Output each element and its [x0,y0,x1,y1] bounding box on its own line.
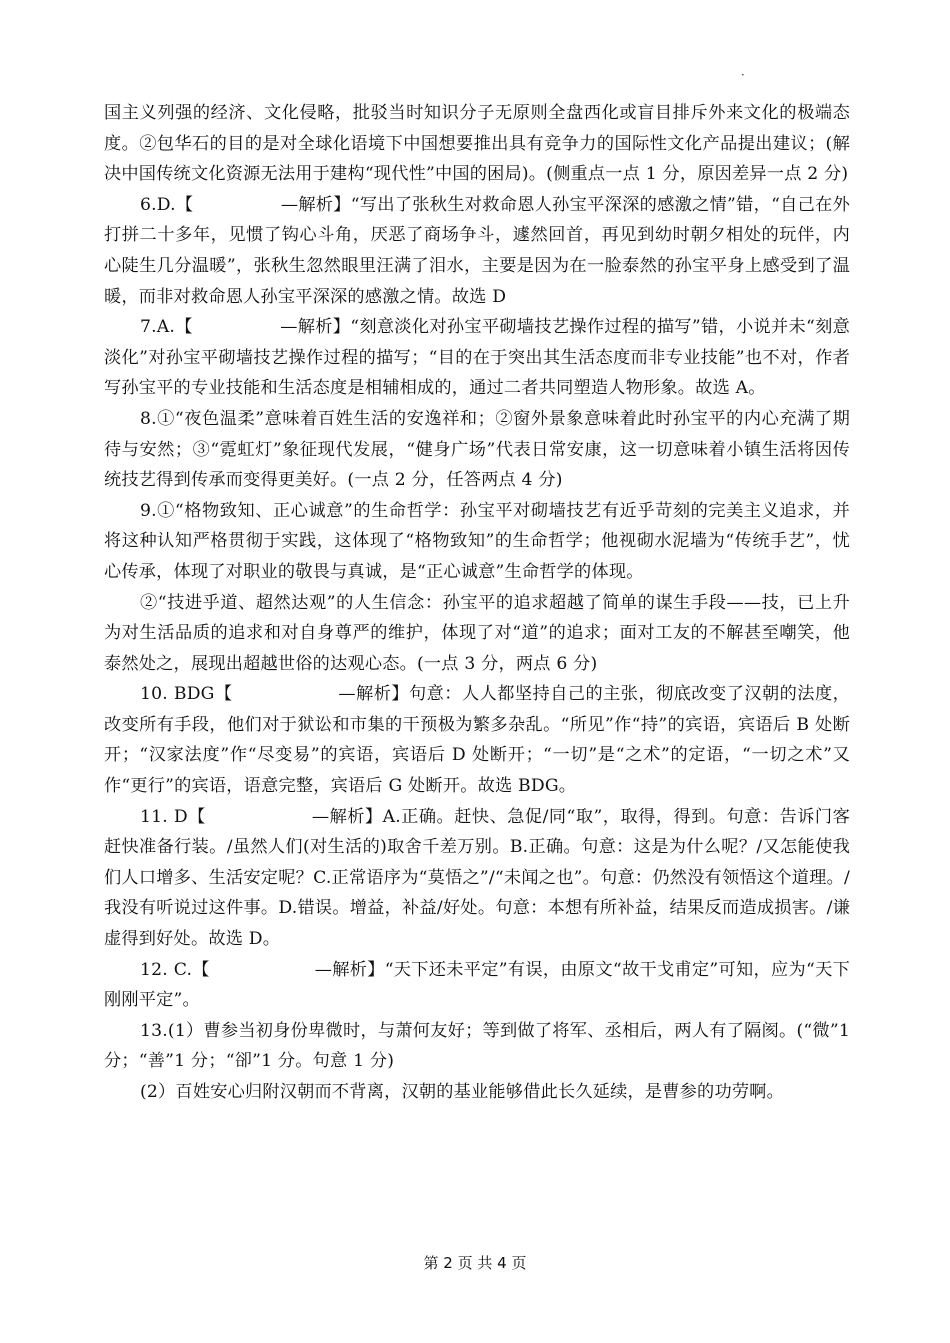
paragraph-continuation: 国主义列强的经济、文化侵略，批驳当时知识分子无原则全盘西化或盲目排斥外来文化的极端态度。②包华石的目的是对全球化语境下中国想要推出具有竞争力的国际性文化产品提出建议；(解决中国传统文化资源无法用于建构“现代性”中国的困局)。(侧重点一点 1 分，原因差异一点 2 分) [104,103,850,185]
header-dot: · [741,68,745,82]
page-number-footer: 第 2 页 共 4 页 [423,1254,527,1272]
answer-7: 7.A.【 —解析】“刻意淡化对孙宝平砌墙技艺操作过程的描写”错，小说并未“刻意淡化”对孙宝平砌墙技艺操作过程的描写；“目的在于突出其生活态度而非专业技能”也不对，作者写孙宝平的专业技能和生活态度是相辅相成的，通过二者共同塑造人物形象。故选 A。 [104,317,850,399]
answer-9-part1: 9.①“格物致知、正心诚意”的生命哲学：孙宝平对砌墙技艺有近乎苛刻的完美主义追求，并将这种认知严格贯彻于实践，这体现了“格物致知”的生命哲学；他视砌水泥墙为“传统手艺”，忧心传承，体现了对职业的敬畏与真诚，是“正心诚意”生命哲学的体现。 [104,500,850,582]
answer-11: 11. D【 —解析】A.正确。赶快、急促/同“取”，取得，得到。句意：告诉门客赶快准备行装。/虽然人们(对生活的)取舍千差万别。B.正确。句意：这是为什么呢？/又怎能使我们人口增多、生活安定呢？C.正常语序为“莫悟之”/“未闻之也”。句意：仍然没有领悟这个道理。/我没有听说过这件事。D.错误。增益，补益/好处。句意：本想有所补益，结果反而造成损害。/谦虚得到好处。故选 D。 [104,806,850,950]
answer-12: 12. C.【 —解析】“天下还未平定”有误，由原文“故干戈甫定”可知，应为“天下刚刚平定”。 [104,959,850,1011]
answer-8: 8.①“夜色温柔”意味着百姓生活的安逸祥和；②窗外景象意味着此时孙宝平的内心充满了期待与安然；③“霓虹灯”象征现代发展，“健身广场”代表日常安康，这一切意味着小镇生活将因传统技艺得到传承而变得更美好。(一点 2 分，任答两点 4 分) [104,408,850,491]
answer-9-part2: ②“技进乎道、超然达观”的人生信念：孙宝平的追求超越了简单的谋生手段——技，已上升为对生活品质的追求和对自身尊严的维护，体现了对“道”的追求；面对工友的不解甚至嘲笑，他泰然处之，展现出超越世俗的达观心态。(一点 3 分，两点 6 分) [104,592,850,674]
answer-content [104,98,850,1108]
answer-6: 6.D.【 —解析】“写出了张秋生对救命恩人孙宝平深深的感激之情”错，“自己在外打拼二十多年，见惯了钩心斗角，厌恶了商场争斗，遽然回首，再见到幼时朝夕相处的玩伴，内心陡生几分温暖”，张秋生忽然眼里汪满了泪水，主要是因为在一脸泰然的孙宝平身上感受到了温暖，而非对救命恩人孙宝平深深的感激之情。故选 D [104,194,850,307]
answer-10: 10. BDG【 —解析】句意：人人都坚持自己的主张，彻底改变了汉朝的法度，改变所有手段，他们对于狱讼和市集的干预极为繁多杂乱。“所见”作“持”的宾语，宾语后 B 处断开；“汉家法度”作“尽变易”的宾语，宾语后 D 处断开；“一切”是“之术”的定语，“一切之术”又作“更行”的宾语，语意完整，宾语后 G 处断开。故选 BDG。 [104,684,850,797]
answer-13-part1: 13.(1）曹参当初身份卑微时，与萧何友好；等到做了将军、丞相后，两人有了隔阂。(“微”1 分；“善”1 分；“卻”1 分。句意 1 分) [104,1020,850,1072]
answer-13-part2: (2）百姓安心归附汉朝而不背离，汉朝的基业能够借此长久延续，是曹参的功劳啊。 [140,1082,784,1102]
